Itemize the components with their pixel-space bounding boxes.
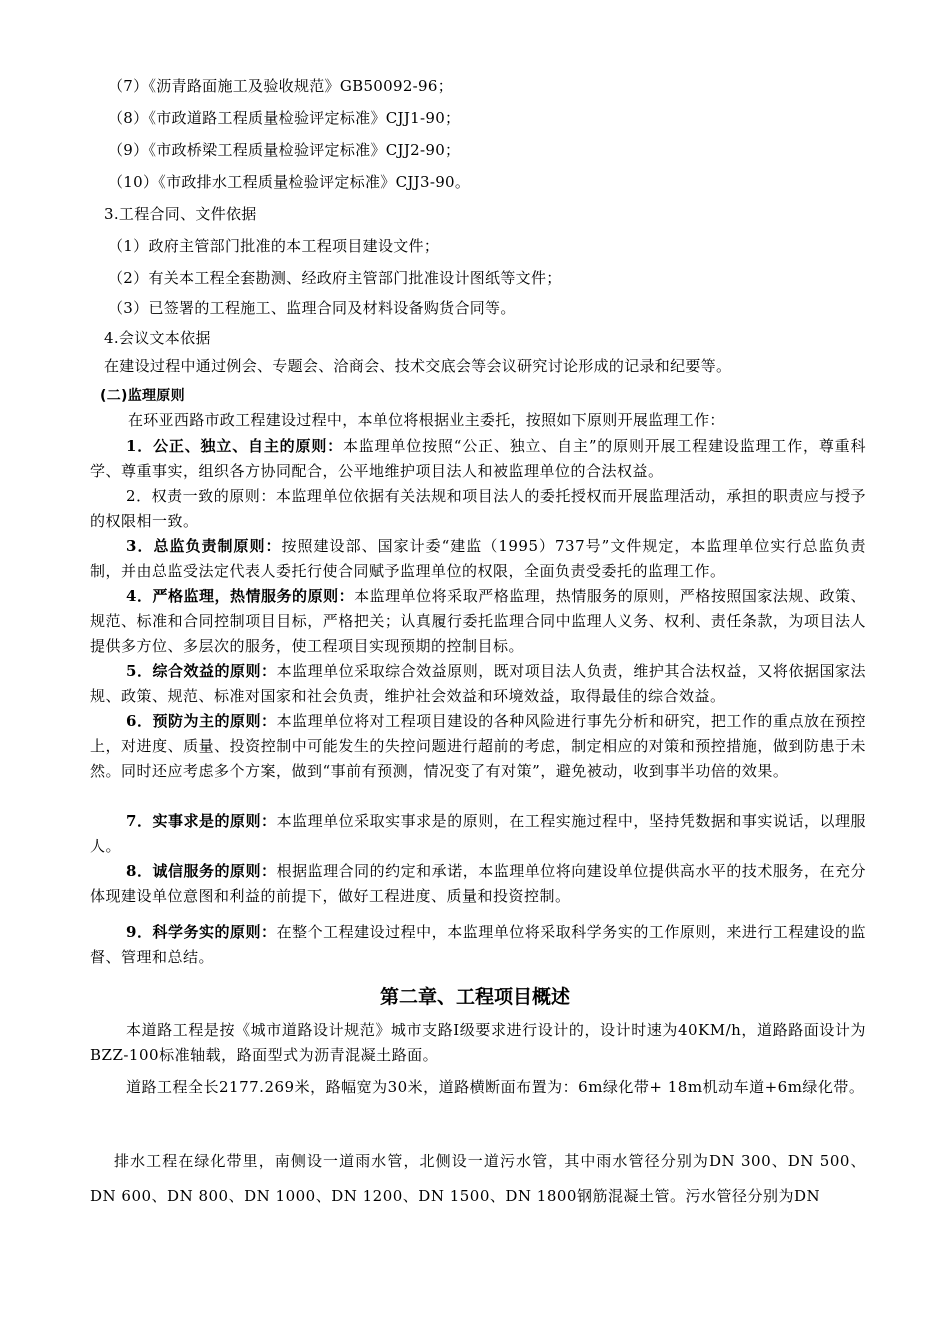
meeting-text: 在建设过程中通过例会、专题会、洽商会、技术交底会等会议研究讨论形成的记录和纪要等。	[104, 357, 732, 375]
principle-6-text: 本监理单位将对工程项目建设的各种风险进行事先分析和研究，把工作的重点放在预控上，对进度、质量、投资控制中可能发生的失控问题进行超前的考虑，制定相应的对策和预控措施，做到防患于未然。同时还应考虑多个方案，做到“事前有预测，情况变了有对策”，避免被动，收到事半功倍的效果。	[90, 712, 866, 780]
principle-1-text: 本监理单位按照“公正、独立、自主”的原则开展工程建设监理工作，尊重科学、尊重事实，组织各方协同配合，公平地维护项目法人和被监理单位的合法权益。	[90, 437, 866, 480]
principle-4	[90, 584, 866, 659]
principle-4-text: 本监理单位将采取严格监理，热情服务的原则，严格按照国家法规、政策、规范、标准和合同控制项目目标，严格把关；认真履行委托监理合同中监理人义务、权利、责任条款，为项目法人提供多方位、多层次的服务，使工程项目实现预期的控制目标。	[90, 587, 866, 655]
overview-paragraph-2: 道路工程全长2177.269米，路幅宽为30米，道路横断面布置为：6m绿化带+ 18m机动车道+6m绿化带。	[126, 1078, 865, 1096]
principle-1-title: 1．公正、独立、自主的原则：	[126, 437, 343, 455]
principles-intro: 在环亚西路市政工程建设过程中，本单位将根据业主委托，按照如下原则开展监理工作：	[128, 411, 725, 429]
principle-4-title: 4．严格监理，热情服务的原则：	[126, 587, 355, 605]
principle-6-title: 6．预防为主的原则：	[126, 712, 277, 730]
principle-5-title: 5．综合效益的原则：	[126, 662, 277, 680]
principle-7-title: 7．实事求是的原则：	[126, 812, 277, 830]
reference-item-10: （10）《市政排水工程质量检验评定标准》CJJ3-90。	[108, 173, 471, 191]
principle-3-title: 3．总监负责制原则：	[126, 537, 282, 555]
principle-7-text: 本监理单位采取实事求是的原则，在工程实施过程中，坚持凭数据和事实说话，以理服人。	[90, 812, 866, 855]
contract-item-1: （1）政府主管部门批准的本工程项目建设文件；	[108, 237, 440, 255]
principle-2-text: 2．权责一致的原则：本监理单位依据有关法规和项目法人的委托授权而开展监理活动，承担的职责应与授予的权限相一致。	[90, 487, 866, 530]
chapter-title: 第二章、工程项目概述	[379, 986, 570, 1008]
principle-9-title: 9．科学务实的原则：	[126, 923, 277, 941]
meeting-heading: 4.会议文本依据	[104, 329, 211, 347]
contract-item-2: （2）有关本工程全套勘测、经政府主管部门批准设计图纸等文件；	[108, 269, 562, 287]
reference-item-7: （7）《沥青路面施工及验收规范》GB50092-96；	[108, 77, 454, 95]
principle-9-text: 在整个工程建设过程中，本监理单位将采取科学务实的工作原则，来进行工程建设的监督、管理和总结。	[90, 923, 866, 966]
principle-2	[90, 484, 866, 534]
principle-8	[90, 859, 866, 909]
contract-heading: 3.工程合同、文件依据	[104, 205, 257, 223]
principle-1	[90, 434, 866, 484]
overview-paragraph-3: 排水工程在绿化带里，南侧设一道雨水管，北侧设一道污水管，其中雨水管径分别为DN 300、DN 500、DN 600、DN 800、DN 1000、DN 1200、DN 1500、DN 1800钢筋混凝土管。污水管径分别为DN	[90, 1152, 866, 1205]
principles-heading: (二)监理原则	[100, 388, 185, 404]
principle-7	[90, 809, 866, 859]
principle-8-title: 8．诚信服务的原则：	[126, 862, 277, 880]
principle-5	[90, 659, 866, 709]
overview-paragraph-1: 本道路工程是按《城市道路设计规范》城市支路Ⅰ级要求进行设计的，设计时速为40KM/h，道路路面设计为BZZ-100标准轴载，路面型式为沥青混凝土路面。	[90, 1021, 866, 1064]
contract-item-3: （3）已签署的工程施工、监理合同及材料设备购货合同等。	[108, 299, 516, 317]
principle-3	[90, 534, 866, 584]
principle-9	[90, 920, 866, 970]
principle-8-text: 根据监理合同的约定和承诺，本监理单位将向建设单位提供高水平的技术服务，在充分体现建设单位意图和利益的前提下，做好工程进度、质量和投资控制。	[90, 862, 866, 905]
principle-3-text: 按照建设部、国家计委“建监（1995）737号”文件规定，本监理单位实行总监负责制，并由总监受法定代表人委托行使合同赋予监理单位的权限，全面负责受委托的监理工作。	[90, 537, 866, 580]
reference-item-9: （9）《市政桥梁工程质量检验评定标准》CJJ2-90；	[108, 141, 461, 159]
principle-6	[90, 709, 866, 784]
reference-item-8: （8）《市政道路工程质量检验评定标准》CJJ1-90；	[108, 109, 461, 127]
principle-5-text: 本监理单位采取综合效益原则，既对项目法人负责，维护其合法权益，又将依据国家法规、政策、规范、标准对国家和社会负责，维护社会效益和环境效益，取得最佳的综合效益。	[90, 662, 866, 705]
